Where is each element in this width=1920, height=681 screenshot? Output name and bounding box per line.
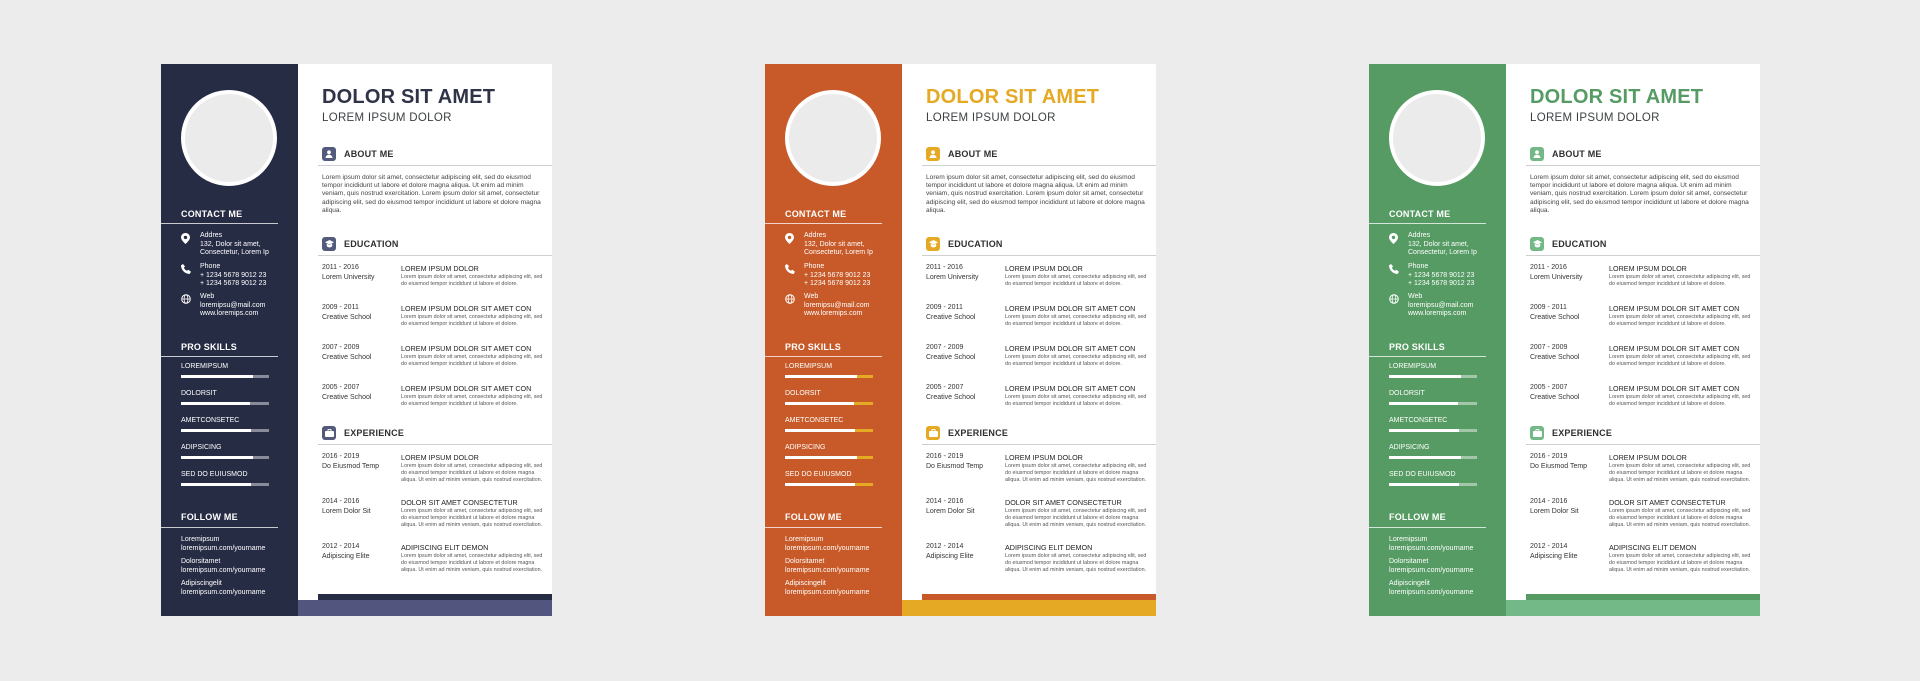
- skills-divider: [1369, 356, 1486, 357]
- entry-place: Creative School: [1530, 354, 1580, 361]
- skill-item: [785, 363, 873, 378]
- skill-bar-fill: [785, 429, 855, 432]
- entry-title: ADIPISCING ELIT DEMON: [1005, 543, 1093, 552]
- education-section-header: [926, 237, 1003, 251]
- footer-accent-bar: [1506, 600, 1760, 616]
- entry-description: Lorem ipsum dolor sit amet, consectetur adipiscing elit, sed do eiusmod tempor incididunt ut labore et dolore.: [1609, 354, 1751, 367]
- briefcase-icon: [926, 426, 940, 440]
- resume-subtitle: LOREM IPSUM DOLOR: [1530, 112, 1660, 124]
- footer-accent-bar: [298, 600, 552, 616]
- entry-place: Creative School: [1530, 314, 1580, 321]
- entry-title: LOREM IPSUM DOLOR SIT AMET CON: [1609, 304, 1740, 313]
- address-line: 132, Dolor sit amet,: [200, 240, 261, 248]
- entry-description: Lorem ipsum dolor sit amet, consectetur adipiscing elit, sed do eiusmod tempor incididunt ut labore et dolore magna aliqua. Ut enim ad minim veniam, quis nostrud exercitation.: [1609, 463, 1751, 483]
- entry-title: LOREM IPSUM DOLOR SIT AMET CON: [1609, 344, 1740, 353]
- contact-web: [785, 293, 897, 319]
- website-url: www.loremips.com: [804, 310, 863, 318]
- contact-divider: [1369, 223, 1486, 224]
- entry-date: 2012 - 2014: [322, 543, 360, 550]
- skills-divider: [161, 356, 278, 357]
- entry-place: Creative School: [322, 394, 372, 401]
- entry-place: Creative School: [1530, 394, 1580, 401]
- entry-description: Lorem ipsum dolor sit amet, consectetur adipiscing elit, sed do eiusmod tempor incididunt ut labore et dolore.: [401, 274, 543, 287]
- address-label: Addres: [1408, 232, 1431, 239]
- social-name: Dolorsitamet: [1389, 558, 1429, 565]
- entry-date: 2012 - 2014: [926, 543, 964, 550]
- entry-place: Adipiscing Elite: [1530, 553, 1578, 560]
- entry-description: Lorem ipsum dolor sit amet, consectetur adipiscing elit, sed do eiusmod tempor incididunt ut labore et dolore.: [1005, 314, 1147, 327]
- skill-label: ADIPSICING: [181, 444, 222, 451]
- entry-description: Lorem ipsum dolor sit amet, consectetur adipiscing elit, sed do eiusmod tempor incididunt ut labore et dolore.: [401, 394, 543, 407]
- graduation-cap-icon: [1530, 237, 1544, 251]
- contact-phone: [785, 263, 897, 289]
- resume-card: [1369, 64, 1760, 616]
- contact-phone: [181, 263, 293, 289]
- skill-label: ADIPSICING: [1389, 444, 1430, 451]
- social-name: Dolorsitamet: [785, 558, 825, 565]
- entry-title: LOREM IPSUM DOLOR SIT AMET CON: [401, 304, 532, 313]
- pro-skills-heading: PRO SKILLS: [785, 342, 842, 352]
- skill-bar: [785, 429, 873, 432]
- skill-bar: [181, 456, 269, 459]
- entry-description: Lorem ipsum dolor sit amet, consectetur adipiscing elit, sed do eiusmod tempor incididunt ut labore et dolore.: [1609, 314, 1751, 327]
- pro-skills-heading: PRO SKILLS: [1389, 342, 1446, 352]
- entry-date: 2005 - 2007: [322, 384, 360, 391]
- skill-bar: [181, 375, 269, 378]
- social-link: [181, 535, 265, 553]
- social-link: [785, 557, 869, 575]
- skill-bar-fill: [1389, 402, 1458, 405]
- skill-label: DOLORSIT: [1389, 390, 1425, 397]
- skill-bar: [181, 429, 269, 432]
- contact-address: [785, 232, 897, 258]
- about-divider: [1526, 165, 1760, 166]
- contact-web: [181, 293, 293, 319]
- phone-number: + 1234 5678 9012 23: [200, 271, 267, 279]
- social-url: loremipsum.com/yourname: [785, 567, 870, 574]
- entry-description: Lorem ipsum dolor sit amet, consectetur adipiscing elit, sed do eiusmod tempor incididunt ut labore et dolore.: [1005, 354, 1147, 367]
- entry-date: 2014 - 2016: [1530, 498, 1568, 505]
- social-link: [785, 535, 869, 553]
- entry-date: 2011 - 2016: [1530, 264, 1567, 271]
- entry-description: Lorem ipsum dolor sit amet, consectetur adipiscing elit, sed do eiusmod tempor incididunt ut labore et dolore magna aliqua. Ut enim ad minim veniam, quis nostrud exercitation.: [1005, 463, 1147, 483]
- experience-section-header: [322, 426, 404, 440]
- follow-divider: [161, 527, 278, 528]
- entry-date: 2009 - 2011: [926, 304, 963, 311]
- social-name: Loremipsum: [785, 536, 824, 543]
- entry-description: Lorem ipsum dolor sit amet, consectetur adipiscing elit, sed do eiusmod tempor incididunt ut labore et dolore.: [1005, 394, 1147, 407]
- entry-place: Lorem University: [322, 274, 375, 281]
- social-name: Adipiscingelit: [1389, 580, 1430, 587]
- social-url: loremipsum.com/yourname: [785, 545, 870, 552]
- address-line: Consectetur, Lorem Ip: [1408, 249, 1477, 257]
- experience-divider: [1526, 444, 1760, 445]
- website-url: www.loremips.com: [200, 310, 259, 318]
- education-heading: EDUCATION: [948, 239, 1003, 249]
- entry-title: DOLOR SIT AMET CONSECTETUR: [401, 498, 518, 507]
- skill-label: LOREMIPSUM: [1389, 363, 1437, 370]
- address-label: Addres: [200, 232, 223, 239]
- about-divider: [318, 165, 552, 166]
- entry-description: Lorem ipsum dolor sit amet, consectetur adipiscing elit, sed do eiusmod tempor incididunt ut labore et dolore magna aliqua. Ut enim ad minim veniam, quis nostrud exercitation.: [1609, 553, 1751, 573]
- skill-item: [1389, 363, 1477, 378]
- contact-web: [1389, 293, 1501, 319]
- pro-skills-heading: PRO SKILLS: [181, 342, 238, 352]
- location-pin-icon: [785, 232, 797, 258]
- skill-label: AMETCONSETEC: [785, 417, 844, 424]
- entry-title: LOREM IPSUM DOLOR: [1609, 264, 1687, 273]
- skill-label: DOLORSIT: [785, 390, 821, 397]
- address-line: Consectetur, Lorem Ip: [804, 249, 873, 257]
- skill-bar: [1389, 456, 1477, 459]
- social-link: [1389, 535, 1473, 553]
- entry-place: Lorem University: [926, 274, 979, 281]
- skill-bar: [181, 402, 269, 405]
- skill-item: [181, 471, 269, 486]
- about-heading: ABOUT ME: [1552, 149, 1602, 159]
- about-heading: ABOUT ME: [948, 149, 998, 159]
- skill-bar-fill: [785, 402, 854, 405]
- user-icon: [1530, 147, 1544, 161]
- phone-number: + 1234 5678 9012 23: [804, 271, 871, 279]
- experience-section-header: [926, 426, 1008, 440]
- skill-bar-fill: [785, 483, 855, 486]
- resume-sidebar: [765, 64, 902, 616]
- social-name: Loremipsum: [1389, 536, 1428, 543]
- graduation-cap-icon: [322, 237, 336, 251]
- skill-label: LOREMIPSUM: [785, 363, 833, 370]
- email-address: loremipsu@mail.com: [1408, 301, 1474, 309]
- about-text: Lorem ipsum dolor sit amet, consectetur adipiscing elit, sed do eiusmod tempor incididunt ut labore et dolore magna aliqua. Ut enim ad minim veniam, quis nostrud exercitation. Lorem ipsum dolor sit amet, consectetur adipiscing elit, sed do eiusmod tempor incididunt ut labore et dolore magna aliqua.: [322, 174, 541, 214]
- social-url: loremipsum.com/yourname: [181, 545, 266, 552]
- profile-photo-placeholder: [181, 90, 277, 186]
- resume-sidebar: [161, 64, 298, 616]
- skill-label: SED DO EUIUSMOD: [181, 471, 248, 478]
- entry-date: 2007 - 2009: [926, 344, 964, 351]
- skill-item: [1389, 390, 1477, 405]
- social-url: loremipsum.com/yourname: [1389, 545, 1474, 552]
- entry-date: 2007 - 2009: [322, 344, 360, 351]
- location-pin-icon: [181, 232, 193, 258]
- entry-date: 2016 - 2019: [926, 453, 964, 460]
- skill-item: [1389, 471, 1477, 486]
- entry-title: LOREM IPSUM DOLOR: [401, 264, 479, 273]
- experience-heading: EXPERIENCE: [948, 428, 1009, 438]
- skill-item: [785, 471, 873, 486]
- skill-label: LOREMIPSUM: [181, 363, 229, 370]
- skill-bar: [1389, 375, 1477, 378]
- follow-divider: [1369, 527, 1486, 528]
- about-divider: [922, 165, 1156, 166]
- social-name: Adipiscingelit: [181, 580, 222, 587]
- entry-place: Do Eiusmod Temp: [1530, 463, 1588, 470]
- skill-item: [785, 390, 873, 405]
- social-link: [785, 579, 869, 597]
- contact-divider: [765, 223, 882, 224]
- entry-title: DOLOR SIT AMET CONSECTETUR: [1609, 498, 1726, 507]
- entry-description: Lorem ipsum dolor sit amet, consectetur adipiscing elit, sed do eiusmod tempor incididunt ut labore et dolore.: [401, 354, 543, 367]
- experience-divider: [922, 444, 1156, 445]
- skill-bar-fill: [181, 429, 251, 432]
- entry-place: Creative School: [322, 354, 372, 361]
- skill-bar: [181, 483, 269, 486]
- skill-bar: [1389, 483, 1477, 486]
- entry-date: 2011 - 2016: [322, 264, 359, 271]
- education-divider: [318, 255, 552, 256]
- skill-bar-fill: [785, 456, 857, 459]
- social-url: loremipsum.com/yourname: [181, 589, 266, 596]
- social-url: loremipsum.com/yourname: [181, 567, 266, 574]
- email-address: loremipsu@mail.com: [804, 301, 870, 309]
- entry-title: ADIPISCING ELIT DEMON: [1609, 543, 1697, 552]
- entry-title: LOREM IPSUM DOLOR SIT AMET CON: [1005, 384, 1136, 393]
- entry-place: Adipiscing Elite: [926, 553, 974, 560]
- phone-icon: [1389, 263, 1401, 289]
- entry-place: Adipiscing Elite: [322, 553, 370, 560]
- skill-bar-fill: [1389, 483, 1459, 486]
- entry-date: 2014 - 2016: [322, 498, 360, 505]
- skills-divider: [765, 356, 882, 357]
- entry-date: 2005 - 2007: [926, 384, 964, 391]
- skill-bar: [785, 402, 873, 405]
- skill-label: AMETCONSETEC: [181, 417, 240, 424]
- entry-description: Lorem ipsum dolor sit amet, consectetur adipiscing elit, sed do eiusmod tempor incididunt ut labore et dolore magna aliqua. Ut enim ad minim veniam, quis nostrud exercitation.: [1609, 508, 1751, 528]
- skill-bar-fill: [181, 456, 253, 459]
- about-section-header: [322, 147, 394, 161]
- entry-description: Lorem ipsum dolor sit amet, consectetur adipiscing elit, sed do eiusmod tempor incididunt ut labore et dolore.: [1005, 274, 1147, 287]
- entry-date: 2012 - 2014: [1530, 543, 1568, 550]
- entry-place: Creative School: [322, 314, 372, 321]
- entry-title: LOREM IPSUM DOLOR: [1005, 453, 1083, 462]
- entry-place: Creative School: [926, 394, 976, 401]
- entry-title: LOREM IPSUM DOLOR SIT AMET CON: [1005, 304, 1136, 313]
- skill-label: SED DO EUIUSMOD: [1389, 471, 1456, 478]
- entry-place: Do Eiusmod Temp: [926, 463, 984, 470]
- entry-place: Lorem Dolor Sit: [926, 508, 975, 515]
- entry-description: Lorem ipsum dolor sit amet, consectetur adipiscing elit, sed do eiusmod tempor incididunt ut labore et dolore magna aliqua. Ut enim ad minim veniam, quis nostrud exercitation.: [1005, 553, 1147, 573]
- follow-me-heading: FOLLOW ME: [181, 512, 238, 522]
- skill-bar-fill: [1389, 456, 1461, 459]
- skill-bar: [785, 375, 873, 378]
- email-address: loremipsu@mail.com: [200, 301, 266, 309]
- phone-label: Phone: [1408, 263, 1429, 270]
- social-url: loremipsum.com/yourname: [1389, 567, 1474, 574]
- entry-place: Creative School: [926, 314, 976, 321]
- skill-bar-fill: [1389, 429, 1459, 432]
- entry-date: 2009 - 2011: [322, 304, 359, 311]
- entry-date: 2016 - 2019: [322, 453, 360, 460]
- entry-title: LOREM IPSUM DOLOR: [1005, 264, 1083, 273]
- social-name: Dolorsitamet: [181, 558, 221, 565]
- about-text: Lorem ipsum dolor sit amet, consectetur adipiscing elit, sed do eiusmod tempor incididunt ut labore et dolore magna aliqua. Ut enim ad minim veniam, quis nostrud exercitation. Lorem ipsum dolor sit amet, consectetur adipiscing elit, sed do eiusmod tempor incididunt ut labore et dolore magna aliqua.: [926, 174, 1145, 214]
- entry-title: LOREM IPSUM DOLOR SIT AMET CON: [1005, 344, 1136, 353]
- social-link: [181, 579, 265, 597]
- profile-photo-placeholder: [785, 90, 881, 186]
- contact-heading: CONTACT ME: [1389, 209, 1451, 219]
- skill-bar-fill: [181, 483, 251, 486]
- resume-name: DOLOR SIT AMET: [322, 86, 496, 108]
- resume-subtitle: LOREM IPSUM DOLOR: [322, 112, 452, 124]
- phone-label: Phone: [804, 263, 825, 270]
- address-line: 132, Dolor sit amet,: [804, 240, 865, 248]
- resume-main: [902, 64, 1156, 616]
- education-divider: [922, 255, 1156, 256]
- skill-item: [1389, 417, 1477, 432]
- entry-date: 2009 - 2011: [1530, 304, 1567, 311]
- education-divider: [1526, 255, 1760, 256]
- entry-date: 2005 - 2007: [1530, 384, 1568, 391]
- social-url: loremipsum.com/yourname: [1389, 589, 1474, 596]
- briefcase-icon: [1530, 426, 1544, 440]
- skill-item: [181, 444, 269, 459]
- skill-bar-fill: [181, 375, 253, 378]
- experience-heading: EXPERIENCE: [344, 428, 405, 438]
- entry-title: ADIPISCING ELIT DEMON: [401, 543, 489, 552]
- entry-place: Lorem University: [1530, 274, 1583, 281]
- experience-divider: [318, 444, 552, 445]
- skill-item: [181, 417, 269, 432]
- phone-icon: [785, 263, 797, 289]
- contact-phone: [1389, 263, 1501, 289]
- phone-number: + 1234 5678 9012 23: [804, 280, 871, 288]
- phone-number: + 1234 5678 9012 23: [1408, 280, 1475, 288]
- skill-bar: [785, 456, 873, 459]
- entry-place: Creative School: [926, 354, 976, 361]
- entry-title: LOREM IPSUM DOLOR SIT AMET CON: [401, 344, 532, 353]
- web-label: Web: [804, 293, 819, 300]
- skill-label: DOLORSIT: [181, 390, 217, 397]
- skill-bar-fill: [785, 375, 857, 378]
- entry-title: LOREM IPSUM DOLOR SIT AMET CON: [401, 384, 532, 393]
- web-label: Web: [1408, 293, 1423, 300]
- website-url: www.loremips.com: [1408, 310, 1467, 318]
- skill-bar: [1389, 402, 1477, 405]
- skill-bar-fill: [181, 402, 250, 405]
- skill-label: SED DO EUIUSMOD: [785, 471, 852, 478]
- entry-title: LOREM IPSUM DOLOR SIT AMET CON: [1609, 384, 1740, 393]
- resume-card: [765, 64, 1156, 616]
- entry-description: Lorem ipsum dolor sit amet, consectetur adipiscing elit, sed do eiusmod tempor incididunt ut labore et dolore magna aliqua. Ut enim ad minim veniam, quis nostrud exercitation.: [401, 463, 543, 483]
- address-label: Addres: [804, 232, 827, 239]
- skill-item: [181, 363, 269, 378]
- skill-label: AMETCONSETEC: [1389, 417, 1448, 424]
- entry-title: DOLOR SIT AMET CONSECTETUR: [1005, 498, 1122, 507]
- web-label: Web: [200, 293, 215, 300]
- social-link: [1389, 579, 1473, 597]
- experience-section-header: [1530, 426, 1612, 440]
- skill-bar-fill: [1389, 375, 1461, 378]
- follow-me-heading: FOLLOW ME: [1389, 512, 1446, 522]
- entry-description: Lorem ipsum dolor sit amet, consectetur adipiscing elit, sed do eiusmod tempor incididunt ut labore et dolore magna aliqua. Ut enim ad minim veniam, quis nostrud exercitation.: [401, 553, 543, 573]
- resume-main: [298, 64, 552, 616]
- entry-date: 2007 - 2009: [1530, 344, 1568, 351]
- about-text: Lorem ipsum dolor sit amet, consectetur adipiscing elit, sed do eiusmod tempor incididunt ut labore et dolore magna aliqua. Ut enim ad minim veniam, quis nostrud exercitation. Lorem ipsum dolor sit amet, consectetur adipiscing elit, sed do eiusmod tempor incididunt ut labore et dolore magna aliqua.: [1530, 174, 1749, 214]
- address-line: Consectetur, Lorem Ip: [200, 249, 269, 257]
- education-heading: EDUCATION: [344, 239, 399, 249]
- user-icon: [926, 147, 940, 161]
- education-section-header: [1530, 237, 1607, 251]
- entry-date: 2014 - 2016: [926, 498, 964, 505]
- social-link: [1389, 557, 1473, 575]
- skill-bar: [785, 483, 873, 486]
- skill-item: [785, 417, 873, 432]
- phone-label: Phone: [200, 263, 221, 270]
- skill-item: [181, 390, 269, 405]
- globe-icon: [785, 293, 797, 319]
- contact-heading: CONTACT ME: [181, 209, 243, 219]
- skill-label: ADIPSICING: [785, 444, 826, 451]
- phone-icon: [181, 263, 193, 289]
- entry-description: Lorem ipsum dolor sit amet, consectetur adipiscing elit, sed do eiusmod tempor incididunt ut labore et dolore.: [1609, 274, 1751, 287]
- resume-main: [1506, 64, 1760, 616]
- education-heading: EDUCATION: [1552, 239, 1607, 249]
- location-pin-icon: [1389, 232, 1401, 258]
- resume-subtitle: LOREM IPSUM DOLOR: [926, 112, 1056, 124]
- education-section-header: [322, 237, 399, 251]
- user-icon: [322, 147, 336, 161]
- entry-title: LOREM IPSUM DOLOR: [401, 453, 479, 462]
- entry-date: 2011 - 2016: [926, 264, 963, 271]
- follow-divider: [765, 527, 882, 528]
- contact-heading: CONTACT ME: [785, 209, 847, 219]
- about-section-header: [926, 147, 998, 161]
- address-line: 132, Dolor sit amet,: [1408, 240, 1469, 248]
- resume-name: DOLOR SIT AMET: [926, 86, 1100, 108]
- entry-place: Lorem Dolor Sit: [322, 508, 371, 515]
- social-name: Loremipsum: [181, 536, 220, 543]
- entry-description: Lorem ipsum dolor sit amet, consectetur adipiscing elit, sed do eiusmod tempor incididunt ut labore et dolore.: [401, 314, 543, 327]
- globe-icon: [181, 293, 193, 319]
- graduation-cap-icon: [926, 237, 940, 251]
- skill-item: [1389, 444, 1477, 459]
- footer-accent-bar: [902, 600, 1156, 616]
- entry-title: LOREM IPSUM DOLOR: [1609, 453, 1687, 462]
- follow-me-heading: FOLLOW ME: [785, 512, 842, 522]
- resume-sidebar: [1369, 64, 1506, 616]
- about-section-header: [1530, 147, 1602, 161]
- entry-place: Lorem Dolor Sit: [1530, 508, 1579, 515]
- entry-description: Lorem ipsum dolor sit amet, consectetur adipiscing elit, sed do eiusmod tempor incididunt ut labore et dolore.: [1609, 394, 1751, 407]
- entry-place: Do Eiusmod Temp: [322, 463, 380, 470]
- contact-divider: [161, 223, 278, 224]
- about-heading: ABOUT ME: [344, 149, 394, 159]
- resume-card: [161, 64, 552, 616]
- globe-icon: [1389, 293, 1401, 319]
- entry-date: 2016 - 2019: [1530, 453, 1568, 460]
- resume-name: DOLOR SIT AMET: [1530, 86, 1704, 108]
- briefcase-icon: [322, 426, 336, 440]
- skill-bar: [1389, 429, 1477, 432]
- social-link: [181, 557, 265, 575]
- contact-address: [1389, 232, 1501, 258]
- profile-photo-placeholder: [1389, 90, 1485, 186]
- social-name: Adipiscingelit: [785, 580, 826, 587]
- phone-number: + 1234 5678 9012 23: [1408, 271, 1475, 279]
- social-url: loremipsum.com/yourname: [785, 589, 870, 596]
- phone-number: + 1234 5678 9012 23: [200, 280, 267, 288]
- skill-item: [785, 444, 873, 459]
- contact-address: [181, 232, 293, 258]
- entry-description: Lorem ipsum dolor sit amet, consectetur adipiscing elit, sed do eiusmod tempor incididunt ut labore et dolore magna aliqua. Ut enim ad minim veniam, quis nostrud exercitation.: [1005, 508, 1147, 528]
- experience-heading: EXPERIENCE: [1552, 428, 1613, 438]
- entry-description: Lorem ipsum dolor sit amet, consectetur adipiscing elit, sed do eiusmod tempor incididunt ut labore et dolore magna aliqua. Ut enim ad minim veniam, quis nostrud exercitation.: [401, 508, 543, 528]
